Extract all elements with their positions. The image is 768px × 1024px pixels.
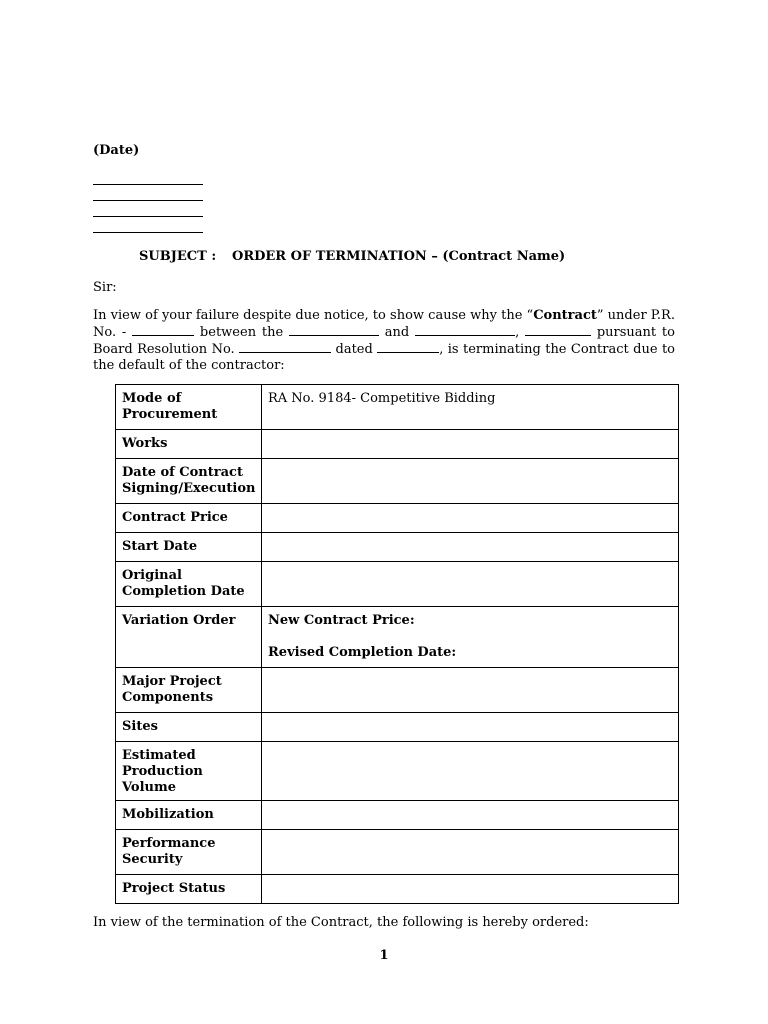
address-blank-line	[93, 216, 203, 217]
row-label: Start Date	[116, 533, 262, 562]
table-row	[116, 504, 679, 533]
table-row	[116, 533, 679, 562]
table-row	[116, 562, 679, 607]
table-row	[116, 713, 679, 742]
row-value	[262, 607, 679, 668]
body-text: In view of your failure despite due notice, to show cause why the “	[93, 308, 534, 323]
body-contract-word: Contract	[533, 308, 597, 323]
body-text: pursuant to Board Resolution No.	[93, 325, 675, 357]
row-label: Performance Security	[116, 830, 262, 875]
page-number: 1	[379, 948, 389, 963]
body-text: and	[378, 325, 416, 340]
row-value	[262, 742, 679, 801]
address-blank-line	[93, 232, 203, 233]
closing-statement: In view of the termination of the Contract, the following is hereby ordered:	[93, 915, 589, 930]
row-value	[262, 533, 679, 562]
row-value	[262, 713, 679, 742]
address-blank-line	[93, 200, 203, 201]
blank-field	[377, 341, 439, 353]
table-row	[116, 875, 679, 904]
blank-field	[289, 324, 379, 336]
row-label: Date of Contract Signing/Execution	[116, 459, 262, 504]
revised-completion-date-label: Revised Completion Date:	[268, 645, 457, 660]
row-label: Works	[116, 430, 262, 459]
row-value	[262, 875, 679, 904]
blank-field	[132, 324, 194, 336]
body-text: ” under P.R. No. -	[93, 308, 675, 340]
table-row	[116, 430, 679, 459]
new-contract-price-label: New Contract Price:	[268, 613, 415, 628]
row-value	[262, 562, 679, 607]
address-blank-line	[93, 184, 203, 185]
row-label: Estimated Production Volume	[116, 742, 262, 801]
body-paragraph	[93, 308, 675, 374]
row-label: Variation Order	[116, 607, 262, 668]
row-label: Contract Price	[116, 504, 262, 533]
date-placeholder: (Date)	[93, 143, 140, 158]
table-row	[116, 668, 679, 713]
row-value	[262, 801, 679, 830]
row-value	[262, 668, 679, 713]
row-label: Sites	[116, 713, 262, 742]
table-row	[116, 830, 679, 875]
blank-field	[239, 341, 331, 353]
row-value	[262, 830, 679, 875]
row-label: Mobilization	[116, 801, 262, 830]
table-row	[116, 742, 679, 801]
subject-label: SUBJECT :	[139, 249, 217, 264]
row-value	[262, 504, 679, 533]
subject-line	[139, 249, 565, 264]
blank-field	[415, 324, 515, 336]
row-label: Major Project Components	[116, 668, 262, 713]
table-row	[116, 607, 679, 668]
subject-title-prefix: ORDER OF TERMINATION – (	[232, 249, 449, 264]
subject-contract-name: Contract Name	[448, 249, 560, 264]
body-text: ,	[515, 325, 526, 340]
table-row	[116, 385, 679, 430]
row-value	[262, 430, 679, 459]
row-label: Original Completion Date	[116, 562, 262, 607]
subject-title-suffix: )	[559, 249, 566, 264]
salutation: Sir:	[93, 280, 117, 295]
contract-details-table	[115, 384, 679, 904]
row-value	[262, 459, 679, 504]
row-label: Mode of Procurement	[116, 385, 262, 430]
table-row	[116, 459, 679, 504]
row-label: Project Status	[116, 875, 262, 904]
body-text: between the	[194, 325, 289, 340]
row-value: RA No. 9184- Competitive Bidding	[262, 385, 679, 430]
blank-field	[525, 324, 591, 336]
body-text: dated	[331, 342, 378, 357]
table-row	[116, 801, 679, 830]
body-text: , is terminating the Contract due to the default of the contractor:	[93, 342, 676, 373]
